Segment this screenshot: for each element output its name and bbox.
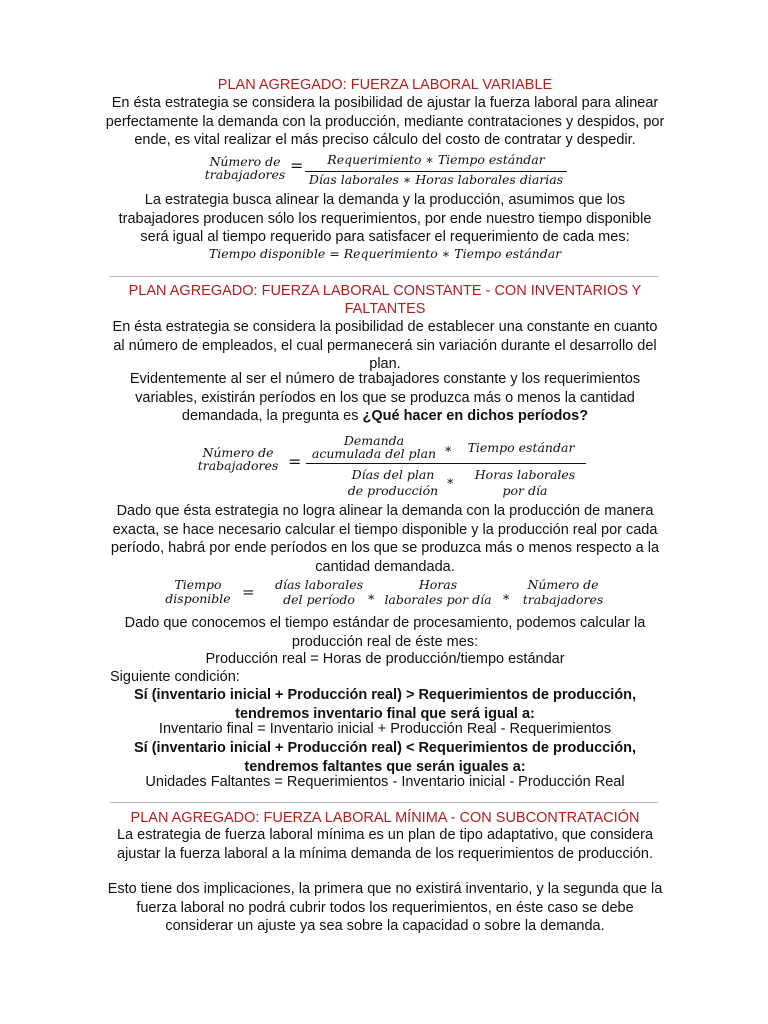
section1-title: PLAN AGREGADO: FUERZA LABORAL VARIABLE xyxy=(217,77,553,93)
formula4-mult-1: ∗ xyxy=(367,589,376,604)
formula-tiempo-disponible-variable: Tiempo disponible = Requerimiento ∗ Tiempo estándar xyxy=(208,246,562,261)
section2-question xyxy=(118,370,652,426)
formula4-c-line2: trabajadores xyxy=(522,592,604,607)
formula4-mult-2: ∗ xyxy=(502,589,511,604)
formula3-lhs-line1: Número de xyxy=(202,445,274,460)
formula4-lhs-line1: Tiempo xyxy=(174,577,222,592)
section-divider xyxy=(110,276,658,277)
formula3-num-b: Tiempo estándar xyxy=(467,440,575,455)
formula3-den-b-line1: Horas laborales xyxy=(474,467,576,482)
production-real-formula: Producción real = Horas de producción/tiempo estándar xyxy=(205,651,565,667)
section2-question-bold: ¿Qué hacer en dichos períodos? xyxy=(362,408,589,424)
section3-title: PLAN AGREGADO: FUERZA LABORAL MÍNIMA - CON SUBCONTRATACIÓN xyxy=(130,810,640,826)
formula3-fraction-bar xyxy=(306,463,586,464)
formula4-a-line2: del período xyxy=(283,592,355,607)
condition2-result: Unidades Faltantes = Requerimientos - Inventario inicial - Producción Real xyxy=(145,774,625,790)
formula4-c-line1: Número de xyxy=(527,577,599,592)
formula1-eq: = xyxy=(290,156,304,175)
section3-intro: La estrategia de fuerza laboral mínima es un plan de tipo adaptativo, que considera ajustar la fuerza laboral a la mínima demanda de los requerimientos de producción. xyxy=(116,827,654,862)
formula3-num-a-line1: Demanda xyxy=(343,433,405,448)
formula4-b-line1: Horas xyxy=(418,577,458,592)
formula3-num-a-line2: acumulada del plan xyxy=(311,446,437,461)
formula3-lhs-line2: trabajadores xyxy=(197,458,279,473)
section2-body3: Dado que conocemos el tiempo estándar de procesamiento, podemos calcular la producción real de éste mes: xyxy=(124,615,646,650)
section2-body2: Dado que ésta estrategia no logra alinear la demanda con la producción de manera exacta, se hace necesario calcular el tiempo disponible y la producción real por cada período, habrá por ende períodos en los que se produzca más o menos respecto a la cantidad demandada. xyxy=(110,503,660,575)
formula3-den-a-line1: Días del plan xyxy=(351,467,435,482)
formula1-numerator: Requerimiento ∗ Tiempo estándar xyxy=(327,152,545,167)
formula4-a-line1: días laborales xyxy=(274,577,364,592)
formula1-denominator: Días laborales ∗ Horas laborales diarias xyxy=(308,172,564,187)
section-divider xyxy=(110,802,658,803)
formula4-b-line2: laborales por día xyxy=(384,592,492,607)
section2-intro: En ésta estrategia se considera la posibilidad de establecer una constante en cuanto al número de empleados, el cual permanecerá sin variación durante el desarrollo del plan. xyxy=(112,319,658,372)
section1-body: La estrategia busca alinear la demanda y la producción, asumimos que los trabajadores producen sólo los requerimientos, por ende nuestro tiempo disponible será igual al tiempo requerido para satisfacer el requerimiento de cada mes: xyxy=(118,192,652,245)
formula4-lhs-line2: disponible xyxy=(165,591,231,606)
condition1-result: Inventario final = Inventario inicial + Producción Real - Requerimientos xyxy=(158,721,612,737)
formula3-den-b-line2: por día xyxy=(502,483,548,498)
formula4-eq: = xyxy=(242,583,255,601)
formula3-num-mult: ∗ xyxy=(444,441,453,456)
condition1-statement: Sí (inventario inicial + Producción real) > Requerimientos de producción, tendremos inventario final que será igual a: xyxy=(134,687,636,722)
section3-body: Esto tiene dos implicaciones, la primera que no existirá inventario, y la segunda que la fuerza laboral no podrá cubrir todos los requerimientos, en éste caso se debe considerar un ajuste ya sea sobre la capacidad o sobre la demanda. xyxy=(107,881,663,934)
formula1-lhs-line1: Número de xyxy=(209,154,281,169)
condition-label: Siguiente condición: xyxy=(110,669,240,685)
section2-title: PLAN AGREGADO: FUERZA LABORAL CONSTANTE - CON INVENTARIOS Y FALTANTES xyxy=(128,283,642,317)
condition2-statement: Sí (inventario inicial + Producción real) < Requerimientos de producción, tendremos faltantes que serán iguales a: xyxy=(134,740,636,775)
formula3-eq: = xyxy=(288,452,302,471)
section2-question-text: Evidentemente al ser el número de trabajadores constante y los requerimientos variables, existirán períodos en los que se produzca más o menos la cantidad demandada, la pregunta es xyxy=(129,371,641,424)
formula3-den-a-line2: de producción xyxy=(347,483,439,498)
formula3-den-mult: ∗ xyxy=(446,473,455,488)
section1-intro: En ésta estrategia se considera la posibilidad de ajustar la fuerza laboral para alinear perfectamente la demanda con la producción, mediante contrataciones y despidos, por ende, es vital realizar el más preciso cálculo del costo de contratar y despedir. xyxy=(105,95,665,148)
formula1-lhs-line2: trabajadores xyxy=(204,167,286,182)
